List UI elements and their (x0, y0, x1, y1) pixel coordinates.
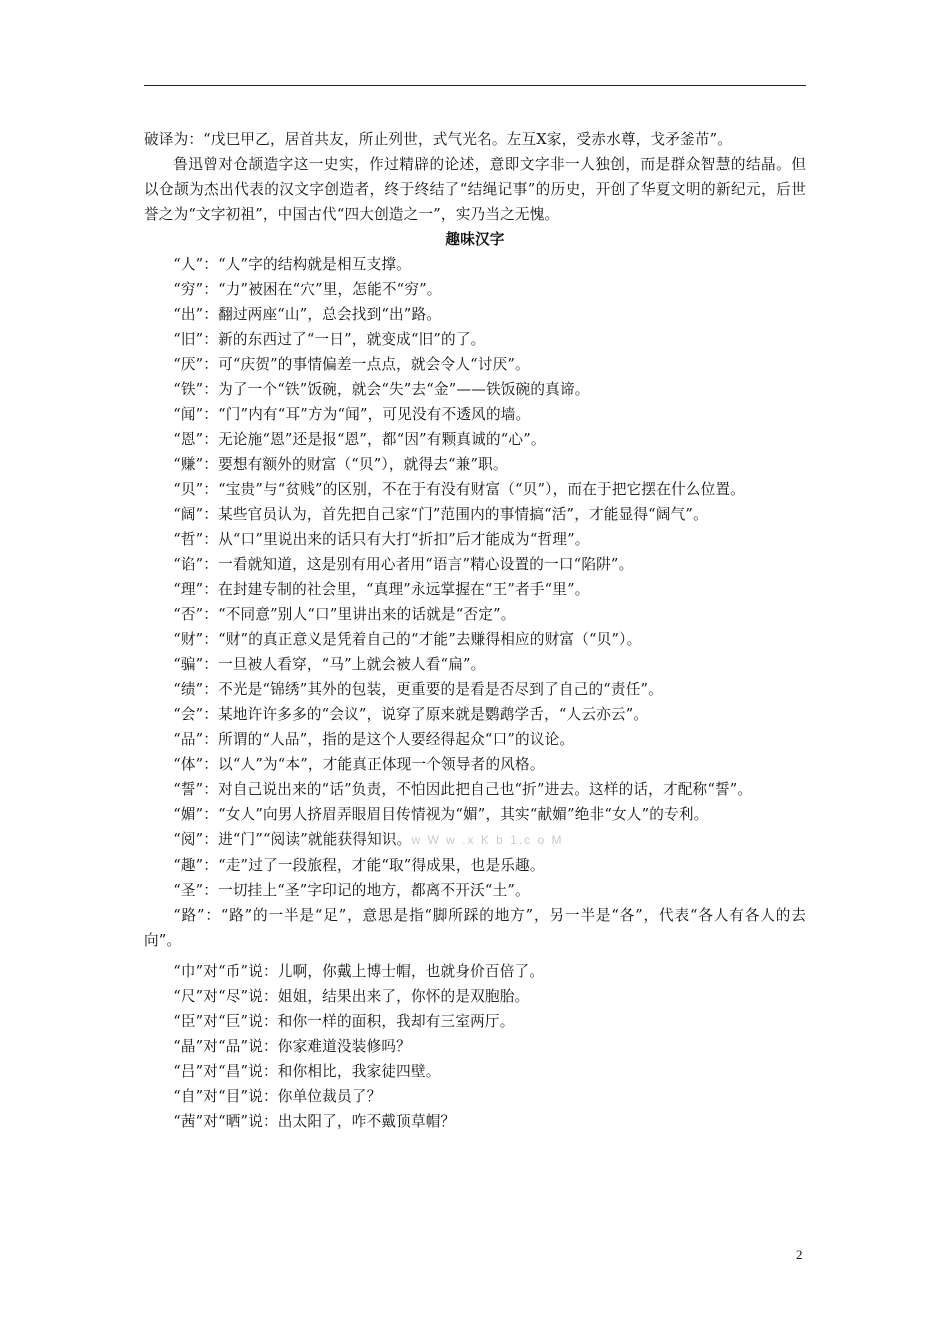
page-number: 2 (796, 1247, 803, 1262)
list-item-text: “阅”：进“门”“阅读”就能获得知识。 (173, 831, 412, 848)
list-item: “品”：所谓的“人品”，指的是这个人要经得起众“口”的议论。 (173, 731, 575, 748)
list-item: “闻”：“门”内有“耳”方为“闻”，可见没有不透风的墙。 (173, 406, 531, 423)
header-rule (144, 85, 806, 86)
list-item: “财”：“财”的真正意义是凭着自己的“才能”去赚得相应的财富（“贝”）。 (173, 631, 642, 648)
dialogue-line: “晶”对“品”说：你家难道没装修吗？ (173, 1038, 411, 1055)
list-item: “路”：“路”的一半是“足”，意思是指“脚所踩的地方”，另一半是“各”，代表“各人有各人的去向”。 (144, 907, 806, 949)
dialogue-line: “巾”对“币”说：儿啊，你戴上博士帽，也就身价百倍了。 (173, 963, 545, 980)
list-item: “阔”：某些官员认为，首先把自己家“门”范围内的事情搞“活”，才能显得“阔气”。 (173, 506, 708, 523)
list-item: “誓”：对自己说出来的“话”负责，不怕因此把自己也“折”进去。这样的话，才配称“誓”。 (173, 781, 753, 798)
list-item: “理”：在封建专制的社会里，“真理”永远掌握在“王”者手“里”。 (173, 581, 590, 598)
section-title: 趣味汉字 (445, 231, 505, 248)
list-item (144, 827, 806, 853)
watermark: w W w .x K b 1.c o M (411, 833, 564, 847)
list-item: “骗”：一旦被人看穿，“马”上就会被人看“扁”。 (173, 656, 486, 673)
fun-characters-list (144, 252, 806, 827)
document-body (144, 127, 806, 1134)
intro-line: 破译为：“戊巳甲乙，居首共友，所止列世，式气光名。左互X家，受赤水尊，戈矛釜芇”。 (144, 131, 733, 148)
list-item: “厌”：可“庆贺”的事情偏差一点点，就会令人“讨厌”。 (173, 356, 530, 373)
character-dialogues-list (144, 959, 806, 1134)
intro-paragraph: 鲁迅曾对仓颉造字这一史实，作过精辟的论述，意即文字非一人独创，而是群众智慧的结晶。但以仓颉为杰出代表的汉文字创造者，终于终结了“结绳记事”的历史，开创了华夏文明的新纪元，后世誉之为“文字初祖”，中国古代“四大创造之一”，实乃当之无愧。 (144, 156, 806, 223)
dialogue-line: “自”对“目”说：你单位裁员了？ (173, 1088, 382, 1105)
dialogue-line: “臣”对“巨”说：和你一样的面积，我却有三室两厅。 (173, 1013, 515, 1030)
list-item: “出”：翻过两座“山”，总会找到“出”路。 (173, 306, 442, 323)
list-item: “人”：“人”字的结构就是相互支撑。 (173, 256, 411, 273)
list-item: “铁”：为了一个“铁”饭碗，就会“失”去“金”——铁饭碗的真谛。 (173, 381, 590, 398)
list-item: “谄”：一看就知道，这是别有用心者用“语言”精心设置的一口“陷阱”。 (173, 556, 634, 573)
list-item: “旧”：新的东西过了“一日”，就变成“旧”的了。 (173, 331, 486, 348)
list-item: “哲”：从“口”里说出来的话只有大打“折扣”后才能成为“哲理”。 (173, 531, 590, 548)
list-item: “穷”：“力”被困在“穴”里，怎能不“穷”。 (173, 281, 442, 298)
list-item: “趣”：“走”过了一段旅程，才能“取”得成果，也是乐趣。 (173, 857, 545, 874)
fun-characters-list-continued (144, 853, 806, 953)
list-item: “媚”：“女人”向男人挤眉弄眼眉目传情视为“媚”，其实“献媚”绝非“女人”的专利。 (173, 806, 709, 823)
list-item: “贝”：“宝贵”与“贫贱”的区别，不在于有没有财富（“贝”），而在于把它摆在什么位置。 (173, 481, 745, 498)
list-item: “绩”：不光是“锦绣”其外的包装，更重要的是看是否尽到了自己的“责任”。 (173, 681, 663, 698)
dialogue-line: “吕”对“昌”说：和你相比，我家徒四壁。 (173, 1063, 441, 1080)
list-item: “恩”：无论施“恩”还是报“恩”，都“因”有颗真诚的“心”。 (173, 431, 546, 448)
dialogue-line: “茜”对“晒”说：出太阳了，咋不戴顶草帽？ (173, 1113, 456, 1130)
list-item: “会”：某地许许多多的“会议”，说穿了原来就是鹦鹉学舌，“人云亦云”。 (173, 706, 649, 723)
list-item: “圣”：一切挂上“圣”字印记的地方，都离不开沃“土”。 (173, 882, 530, 899)
dialogue-line: “尺”对“尽”说：姐姐，结果出来了，你怀的是双胞胎。 (173, 988, 530, 1005)
list-item: “赚”：要想有额外的财富（“贝”），就得去“兼”职。 (173, 456, 508, 473)
list-item: “否”：“不同意”别人“口”里讲出来的话就是“否定”。 (173, 606, 516, 623)
list-item: “体”：以“人”为“本”，才能真正体现一个领导者的风格。 (173, 756, 545, 773)
